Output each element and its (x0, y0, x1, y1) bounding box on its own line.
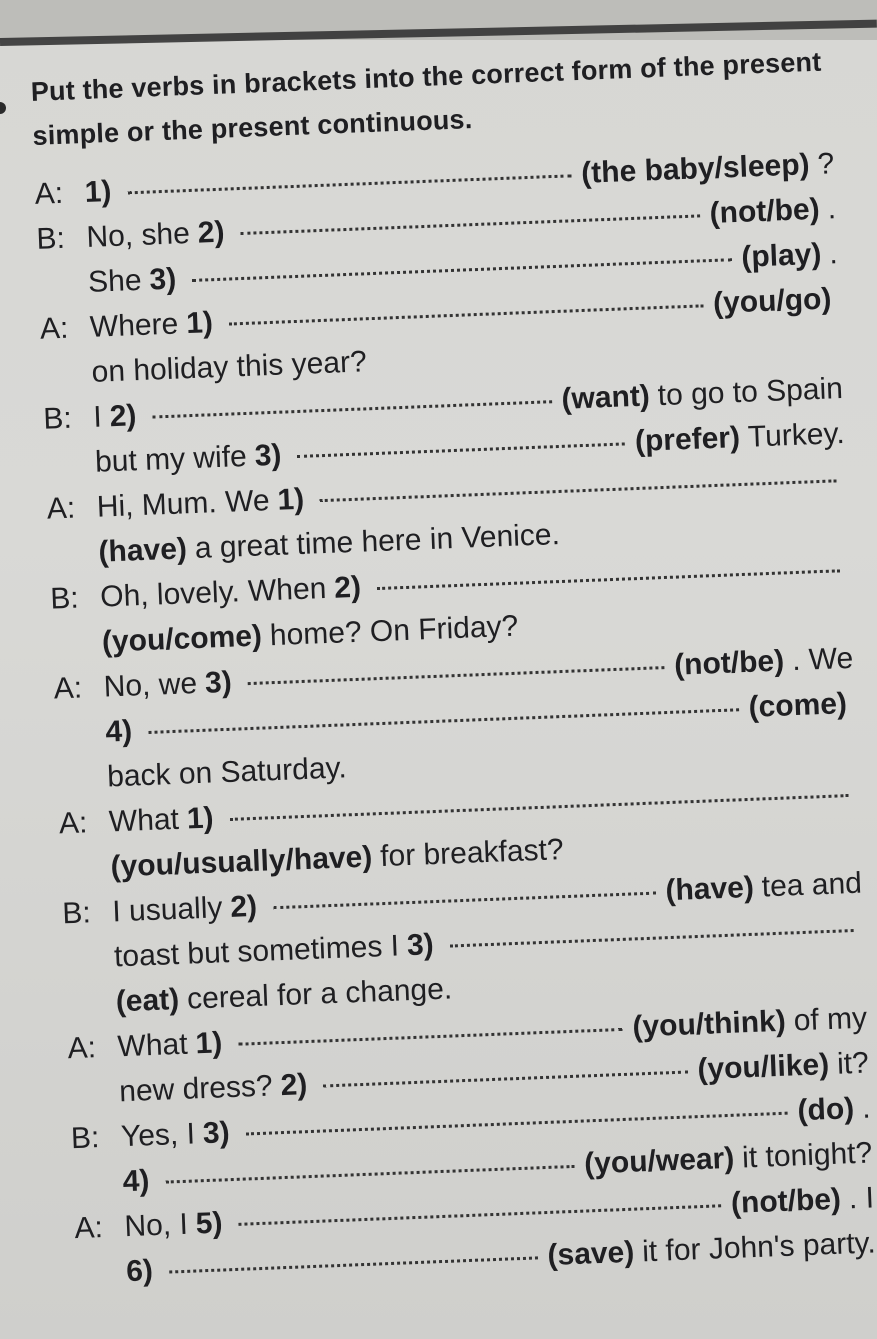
verb-in-brackets: (eat) (115, 982, 180, 1019)
verb-in-brackets: (you/usually/have) (110, 840, 373, 884)
verb-in-brackets: (play) (740, 237, 822, 274)
gap-number: 3) (254, 438, 283, 473)
answer-blank[interactable] (450, 929, 854, 948)
line-text-after: . (828, 237, 839, 271)
speaker-label: B: (61, 896, 92, 931)
gap-number: 2) (333, 570, 362, 605)
exercise-instruction: Put the verbs in brackets into the correct form of the present simple or the present continuous. (30, 46, 822, 151)
line-text: back on Saturday. (106, 751, 348, 794)
speaker-label (58, 787, 108, 789)
line-text: I usually (111, 891, 223, 929)
verb-in-brackets: (you/wear) (583, 1141, 735, 1181)
previous-exercise-strip (0, 0, 877, 40)
speaker-label (73, 1191, 123, 1193)
speaker-label: A: (66, 1031, 97, 1066)
line-text: but my wife (94, 439, 248, 479)
gap-number: 1) (185, 306, 214, 341)
gap-number: 2) (229, 889, 258, 924)
speaker-label: B: (49, 581, 80, 616)
line-text: No, she (85, 216, 191, 254)
line-text: What (116, 1027, 189, 1064)
dialogue-list (34, 141, 877, 1296)
verb-in-brackets: (you/like) (696, 1048, 830, 1087)
line-text: No, I (123, 1207, 189, 1244)
verb-in-brackets: (save) (546, 1235, 635, 1272)
answer-blank[interactable] (377, 569, 840, 590)
gap-number: 2) (279, 1068, 308, 1103)
answer-blank[interactable] (238, 1028, 622, 1046)
gap-number: 6) (125, 1254, 154, 1289)
line-text-after: ? (816, 147, 835, 181)
verb-in-brackets: (prefer) (634, 421, 741, 459)
speaker-label: A: (58, 806, 88, 841)
verb-in-brackets: (you/think) (631, 1004, 787, 1044)
speaker-label: B: (35, 221, 66, 256)
gap-number: 3) (202, 1116, 231, 1151)
answer-blank[interactable] (229, 304, 703, 325)
answer-blank[interactable] (165, 1165, 574, 1184)
line-text: What (108, 802, 180, 839)
speaker-label (70, 1101, 120, 1103)
line-text: new dress? (118, 1069, 274, 1109)
speaker-label: A: (53, 671, 83, 706)
speaker-label (66, 1011, 116, 1013)
speaker-label: B: (70, 1121, 101, 1156)
answer-blank[interactable] (148, 708, 739, 734)
speaker-label: B: (42, 401, 73, 436)
speaker-label (42, 382, 92, 384)
answer-blank[interactable] (246, 1112, 788, 1136)
verb-in-brackets: (do) (796, 1092, 855, 1128)
line-text-after: cereal for a change. (186, 972, 453, 1016)
line-text-after: a great time here in Venice. (194, 518, 561, 566)
verb-in-brackets: (come) (748, 687, 848, 724)
gap-number: 4) (122, 1164, 151, 1199)
answer-blank[interactable] (273, 892, 656, 910)
answer-blank[interactable] (248, 666, 665, 685)
answer-blank[interactable] (320, 479, 836, 502)
gap-number: 1) (186, 801, 215, 836)
line-text-after: tea and (761, 866, 863, 904)
verb-in-brackets: (not/be) (709, 192, 821, 231)
verb-in-brackets: (want) (560, 379, 651, 416)
verb-in-brackets: (have) (97, 532, 188, 569)
speaker-label: A: (39, 311, 69, 346)
line-text-after: Turkey. (747, 417, 846, 454)
line-text-after: it tonight? (741, 1136, 873, 1175)
answer-blank[interactable] (240, 214, 699, 235)
line-text: I (92, 400, 103, 434)
line-text-after: it for John's party. (641, 1226, 877, 1269)
speaker-label (49, 562, 99, 564)
line-text-after: home? On Friday? (269, 609, 519, 653)
verb-in-brackets: (you/come) (101, 619, 263, 659)
speaker-label: A: (34, 176, 64, 211)
gap-number: 3) (406, 928, 435, 963)
gap-number: 3) (148, 262, 177, 297)
answer-blank[interactable] (323, 1070, 687, 1087)
verb-in-brackets: (not/be) (673, 644, 785, 682)
verb-in-brackets: (the baby/sleep) (580, 148, 811, 190)
speaker-label: A: (46, 491, 76, 526)
line-text-after: . We (791, 641, 854, 678)
answer-blank[interactable] (238, 1204, 721, 1226)
line-text-after: . (861, 1091, 872, 1125)
answer-blank[interactable] (169, 1256, 538, 1273)
gap-number: 1) (84, 174, 113, 209)
speaker-label (46, 472, 96, 474)
line-text: Hi, Mum. We (96, 484, 271, 524)
gap-number: 5) (195, 1206, 224, 1241)
line-text-after: of my (793, 1001, 868, 1038)
line-text-after: for breakfast? (379, 833, 565, 874)
line-text-after: . (826, 192, 837, 226)
answer-blank[interactable] (127, 174, 571, 194)
line-text: Yes, I (120, 1117, 196, 1154)
gap-number: 4) (104, 714, 133, 749)
gap-number: 1) (194, 1026, 223, 1061)
speaker-label (52, 652, 102, 654)
speaker-label (39, 292, 89, 294)
verb-in-brackets: (you/go) (712, 282, 833, 320)
verb-in-brackets: (have) (664, 870, 755, 908)
line-text: She (87, 263, 143, 299)
answer-blank[interactable] (230, 794, 849, 821)
speaker-label (56, 742, 106, 744)
gap-number: 1) (276, 482, 305, 517)
gap-number: 3) (204, 665, 233, 700)
speaker-label (77, 1281, 127, 1283)
exercise-content (30, 39, 877, 1296)
verb-in-brackets: (not/be) (730, 1182, 842, 1220)
line-text: No, we (103, 667, 198, 704)
speaker-label (65, 966, 115, 968)
gap-number: 2) (109, 399, 138, 434)
answer-blank[interactable] (192, 258, 731, 282)
gap-number: 2) (197, 215, 226, 250)
line-text: toast but sometimes I (113, 929, 400, 974)
line-text-after: it? (836, 1046, 870, 1081)
answer-blank[interactable] (297, 442, 625, 458)
speaker-label (61, 876, 111, 878)
line-text: Oh, lovely. When (99, 572, 327, 614)
line-text: Where (89, 307, 179, 344)
exercise-bullet (0, 102, 6, 114)
speaker-label: A: (73, 1211, 104, 1246)
line-text: on holiday this year? (91, 345, 368, 389)
answer-blank[interactable] (152, 400, 551, 418)
line-text-after: . I (848, 1181, 875, 1216)
line-text-after: to go to Spain (657, 372, 844, 413)
